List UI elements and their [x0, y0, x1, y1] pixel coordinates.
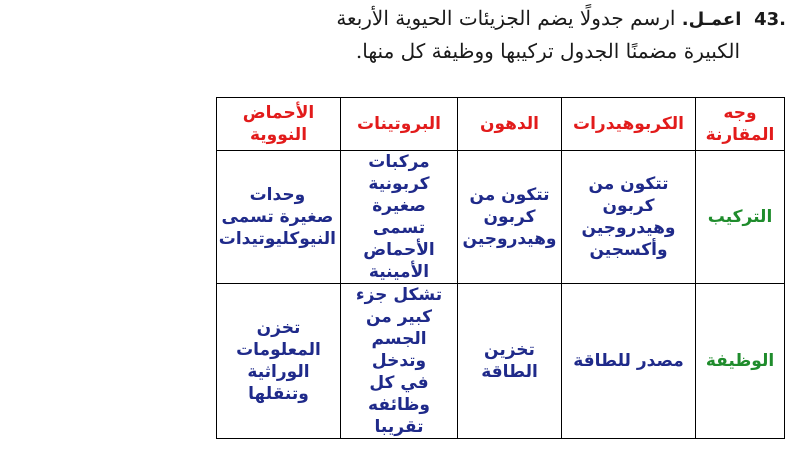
header-proteins: البروتينات [341, 98, 458, 151]
question-block [186, 2, 786, 68]
cell-carbohydrates-structure: تتكون من كربون وهيدروجين وأكسجين [562, 151, 696, 284]
question-number: 43. [754, 9, 786, 30]
row-label-function: الوظيفة [696, 284, 785, 439]
header-carbohydrates: الكربوهيدرات [562, 98, 696, 151]
table-row-structure [217, 151, 785, 284]
question-line-2: الكبيرة مضمنًا الجدول تركيبها ووظيفة كل منها. [355, 39, 740, 63]
cell-lipids-structure: تتكون من كربون وهيدروجين [458, 151, 562, 284]
cell-nucleic-acids-structure: وحدات صغيرة تسمى النيوكليوتيدات [217, 151, 341, 284]
header-row [217, 98, 785, 151]
question-text-line-1: ارسم جدولًا يضم الجزيئات الحيوية الأربعة [336, 6, 682, 30]
question-line-1 [186, 2, 786, 35]
header-comparison-aspect: وجه المقارنة [696, 98, 785, 151]
cell-proteins-function: تشكل جزء كبير من الجسم وتدخل في كل وظائفه تقريبا [341, 284, 458, 439]
cell-proteins-structure: مركبات كربونية صغيرة تسمى الأحماض الأمينية [341, 151, 458, 284]
cell-carbohydrates-function: مصدر للطاقة [562, 284, 696, 439]
header-nucleic-acids: الأحماض النووية [217, 98, 341, 151]
question-verb: اعمـل. [681, 9, 742, 30]
comparison-table [216, 97, 785, 439]
row-label-structure: التركيب [696, 151, 785, 284]
table-row-function [217, 284, 785, 439]
header-lipids: الدهون [458, 98, 562, 151]
cell-nucleic-acids-function: تخزن المعلومات الوراثية وتنقلها [217, 284, 341, 439]
cell-lipids-function: تخزين الطاقة [458, 284, 562, 439]
